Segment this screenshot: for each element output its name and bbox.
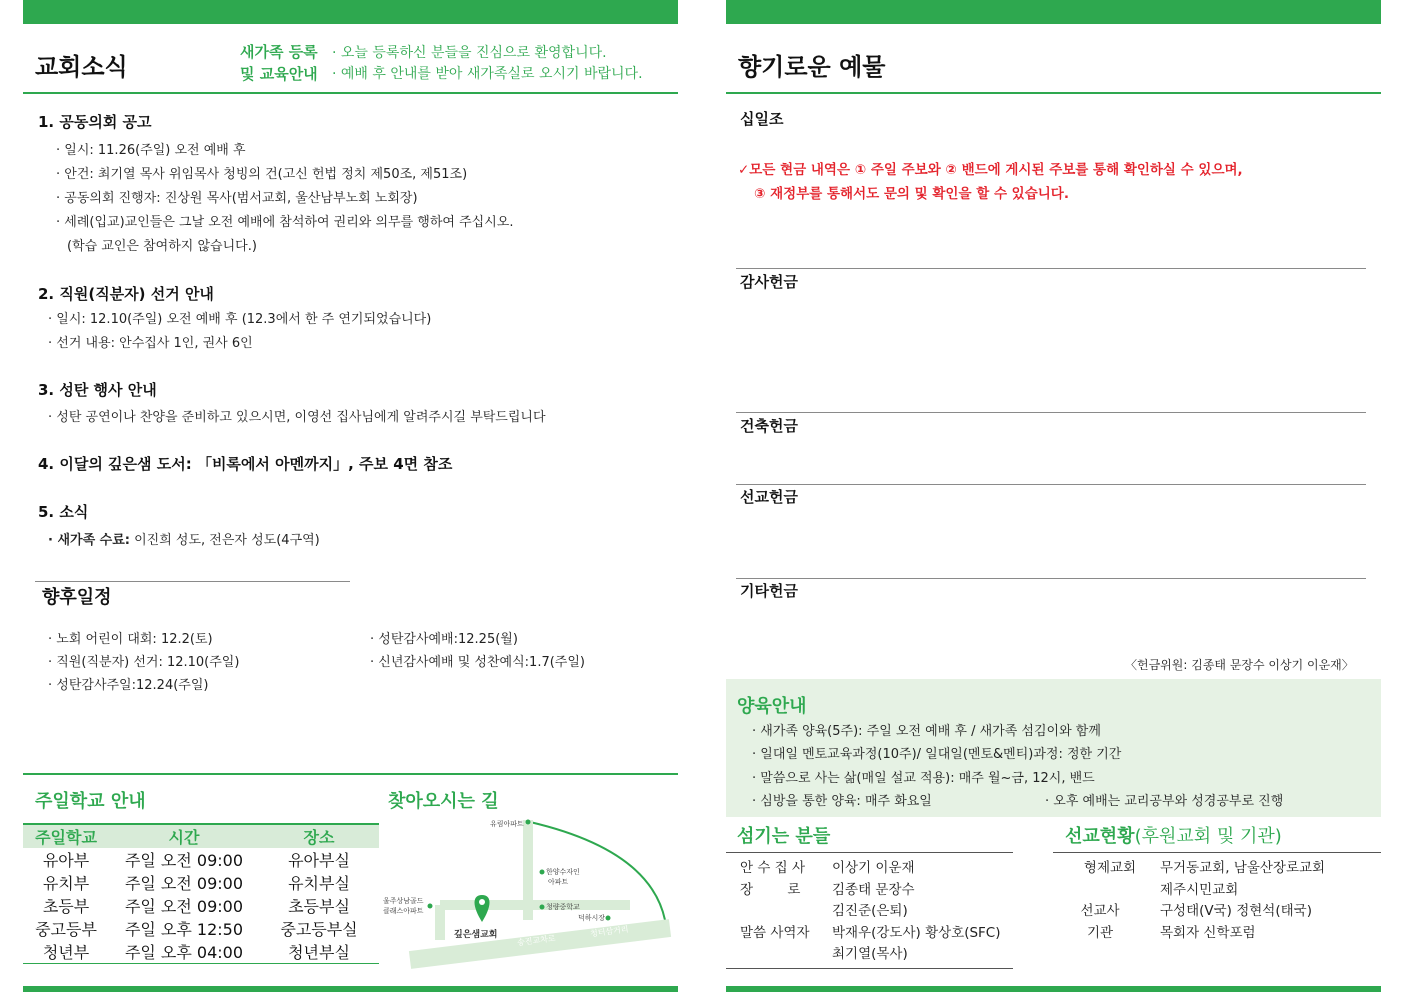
sunday-school-table — [23, 823, 379, 964]
servant-row — [740, 923, 1020, 945]
map-label-school: 청량중학교 — [546, 903, 580, 911]
mission-names: 무거동교회, 남울산장로교회 — [1160, 860, 1326, 876]
table-header: 주일학교 — [23, 824, 109, 848]
mission-title — [1065, 822, 1282, 848]
table-cell: 유치부 — [42, 874, 90, 893]
nurture-line: · 심방을 통한 양육: 매주 화요일 — [752, 794, 932, 809]
newcomer-label-1: 새가족 등록 — [240, 43, 318, 61]
table-row — [23, 848, 379, 871]
mission-row — [1060, 923, 1380, 945]
table-cell: 초등부실 — [288, 897, 350, 916]
servant-row — [740, 901, 1020, 923]
servant-role: 말씀 사역자 — [740, 924, 810, 941]
map-label-apt: 유림아파트 — [490, 820, 524, 828]
section-heading: 3. 성탄 행사 안내 — [38, 381, 157, 399]
servants-rule-bottom — [726, 968, 1013, 969]
servant-row — [740, 880, 1020, 902]
table-cell: 초등부 — [42, 897, 90, 916]
section-line: · 세례(입교)교인들은 그날 오전 예배에 참석하여 권리와 의무를 행하여 주십시오. — [56, 215, 514, 230]
servant-names: 최기열(목사) — [832, 946, 908, 962]
map-graphic — [380, 810, 678, 975]
offering-label: 기타헌금 — [740, 582, 798, 600]
offering-committee: 〈헌금위원: 김종태 문장수 이상기 이운재〉 — [1125, 658, 1354, 672]
newcomer-completion-label: · 새가족 수료: — [48, 533, 130, 548]
servants-rule-top — [726, 852, 1013, 853]
table-row — [23, 894, 379, 917]
table-header: 장소 — [259, 824, 379, 848]
map-label-road: 청터삼거리 — [589, 924, 630, 939]
offering-label: 선교헌금 — [740, 488, 798, 506]
newcomer-line-1: · 오늘 등록하신 분들을 진심으로 환영합니다. — [332, 45, 607, 61]
directions-map — [380, 810, 678, 975]
schedule-item: · 신년감사예배 및 성찬예식:1.7(주일) — [370, 655, 585, 670]
nurture-line: · 새가족 양육(5주): 주일 오전 예배 후 / 새가족 섬김이와 함께 — [752, 724, 1101, 739]
map-label-road: 송진교차로 — [516, 933, 557, 948]
offering-rule — [736, 412, 1366, 413]
top-bar-right — [726, 0, 1381, 24]
schedule-title: 향후일정 — [42, 587, 112, 608]
table-cell: 유치부실 — [288, 874, 350, 893]
newcomer-line-2: · 예배 후 안내를 받아 새가족실로 오시기 바랍니다. — [332, 66, 643, 82]
map-label-apt: 클래스아파트 — [383, 907, 424, 915]
servant-names: 이상기 이운재 — [832, 860, 915, 876]
section-line: · 선거 내용: 안수집사 1인, 권사 6인 — [48, 336, 253, 351]
mission-row — [1060, 858, 1380, 880]
section-line: · 일시: 12.10(주일) 오전 예배 후 (12.3에서 한 주 연기되었습니다) — [48, 312, 432, 327]
map-dot — [540, 905, 545, 910]
map-label-church: 깊은샘교회 — [454, 930, 498, 940]
table-cell: 주일 오전 09:00 — [124, 897, 244, 916]
offering-rule — [736, 268, 1366, 269]
mission-names: 제주시민교회 — [1160, 881, 1239, 898]
mission-row — [1060, 901, 1380, 923]
servant-names: 김진준(은퇴) — [832, 903, 908, 919]
mission-title-sub: (후원교회 및 기관) — [1134, 826, 1282, 847]
mission-names: 목회자 신학포럼 — [1160, 924, 1256, 941]
nurture-line: · 오후 예배는 교리공부와 성경공부로 진행 — [1045, 794, 1284, 809]
section-heading: 2. 직원(직분자) 선거 안내 — [38, 285, 214, 303]
servant-names: 박재우(강도사) 황상호(SFC) — [832, 924, 1001, 941]
table-cell: 주일 오후 04:00 — [124, 943, 244, 962]
map-dot — [540, 870, 545, 875]
page-title-offerings: 향기로운 예물 — [738, 53, 886, 81]
servant-row — [740, 858, 1020, 880]
servants-list — [740, 858, 1020, 966]
offering-label: 감사헌금 — [740, 273, 798, 291]
table-cell: 청년부 — [42, 943, 90, 962]
section-line: (학습 교인은 참여하지 않습니다.) — [67, 239, 257, 254]
map-dot — [526, 820, 531, 825]
mission-rule-top — [1053, 852, 1381, 853]
directions-title: 찾아오시는 길 — [388, 791, 499, 812]
map-label-apt: 아파트 — [548, 878, 569, 886]
table-cell: 주일 오전 09:00 — [124, 874, 244, 893]
right-header-rule — [726, 92, 1381, 94]
schedule-item: · 직원(직분자) 선거: 12.10(주일) — [48, 655, 240, 670]
table-cell: 유아부실 — [288, 851, 350, 870]
section-line: · 일시: 11.26(주일) 오전 예배 후 — [56, 143, 246, 158]
table-cell: 중고등부 — [35, 920, 97, 939]
top-bar-left — [23, 0, 678, 24]
page-title-church-news: 교회소식 — [35, 53, 128, 81]
offering-rule — [736, 578, 1366, 579]
servant-names: 김종태 문장수 — [832, 881, 915, 898]
table-row — [23, 871, 379, 894]
nurture-title: 양육안내 — [737, 696, 807, 717]
newcomer-completion-names: 이진희 성도, 전은자 성도(4구역) — [129, 533, 320, 548]
table-header: 시간 — [109, 824, 259, 848]
table-cell: 주일 오후 12:50 — [124, 920, 244, 939]
map-label-market: 덕하시장 — [578, 914, 606, 922]
bottom-bar-left — [23, 986, 678, 992]
left-lower-rule — [23, 773, 678, 775]
notice-line: ③ 재정부를 통해서도 문의 및 확인을 할 수 있습니다. — [754, 186, 1069, 202]
servants-title: 섬기는 분들 — [737, 826, 831, 847]
schedule-item: · 노회 어린이 대회: 12.2(토) — [48, 632, 213, 647]
map-dot — [606, 916, 611, 921]
section-heading: 1. 공동의회 공고 — [38, 113, 152, 131]
nurture-line: · 일대일 멘토교육과정(10주)/ 일대일(멘토&멘티)과정: 정한 기간 — [752, 747, 1122, 762]
servant-role: 장 로 — [740, 881, 801, 898]
location-pin-dot — [479, 899, 485, 905]
mission-role: 기관 — [1086, 924, 1114, 941]
servant-row — [740, 944, 1020, 966]
section-heading: 5. 소식 — [38, 503, 89, 521]
nurture-line: · 말씀으로 사는 삶(매일 설교 적용): 매주 월~금, 12시, 밴드 — [752, 771, 1095, 786]
bottom-bar-right — [726, 986, 1381, 992]
left-header-rule — [23, 92, 678, 94]
table-row — [23, 940, 379, 964]
section-heading: 4. 이달의 깊은샘 도서: 「비록에서 아멘까지」, 주보 4면 참조 — [38, 455, 453, 473]
newcomer-label-2: 및 교육안내 — [240, 65, 318, 83]
offering-label: 건축헌금 — [740, 417, 798, 435]
servant-role: 안 수 집 사 — [740, 860, 806, 876]
schedule-item: · 성탄감사예배:12.25(월) — [370, 632, 518, 647]
schedule-item: · 성탄감사주일:12.24(주일) — [48, 678, 209, 693]
map-label-apt: 한양수자인 — [546, 868, 580, 876]
mission-names: 구성태(V국) 정현석(태국) — [1160, 903, 1312, 919]
map-label-apt: 울주상남골드 — [383, 897, 424, 905]
schedule-rule — [35, 581, 350, 582]
table-cell: 유아부 — [42, 851, 90, 870]
mission-row — [1060, 880, 1380, 902]
offering-label: 십일조 — [740, 110, 784, 128]
section-line — [48, 529, 320, 548]
notice-line: ✓모든 현금 내역은 ① 주일 주보와 ② 밴드에 게시된 주보를 통해 확인하실 수 있으며, — [738, 162, 1243, 178]
table-cell: 중고등부실 — [280, 920, 358, 939]
mission-role: 선교사 — [1080, 903, 1120, 919]
mission-role: 형제교회 — [1083, 860, 1137, 876]
table-cell: 주일 오전 09:00 — [124, 851, 244, 870]
map-dot — [428, 904, 433, 909]
mission-title-main: 선교현황 — [1065, 826, 1135, 847]
section-line: · 안건: 최기열 목사 위임목사 청빙의 건(고신 헌법 정치 제50조, 제51조) — [56, 167, 468, 182]
table-cell: 청년부실 — [288, 943, 350, 962]
section-line: · 성탄 공연이나 찬양을 준비하고 있으시면, 이영선 집사님에게 알려주시길 부탁드립니다 — [48, 410, 546, 425]
table-row — [23, 917, 379, 940]
section-line: · 공동의회 진행자: 진상원 목사(범서교회, 울산남부노회 노회장) — [56, 191, 418, 206]
mission-list — [1060, 858, 1380, 944]
sunday-school-title: 주일학교 안내 — [35, 791, 146, 812]
offering-rule — [736, 484, 1366, 485]
